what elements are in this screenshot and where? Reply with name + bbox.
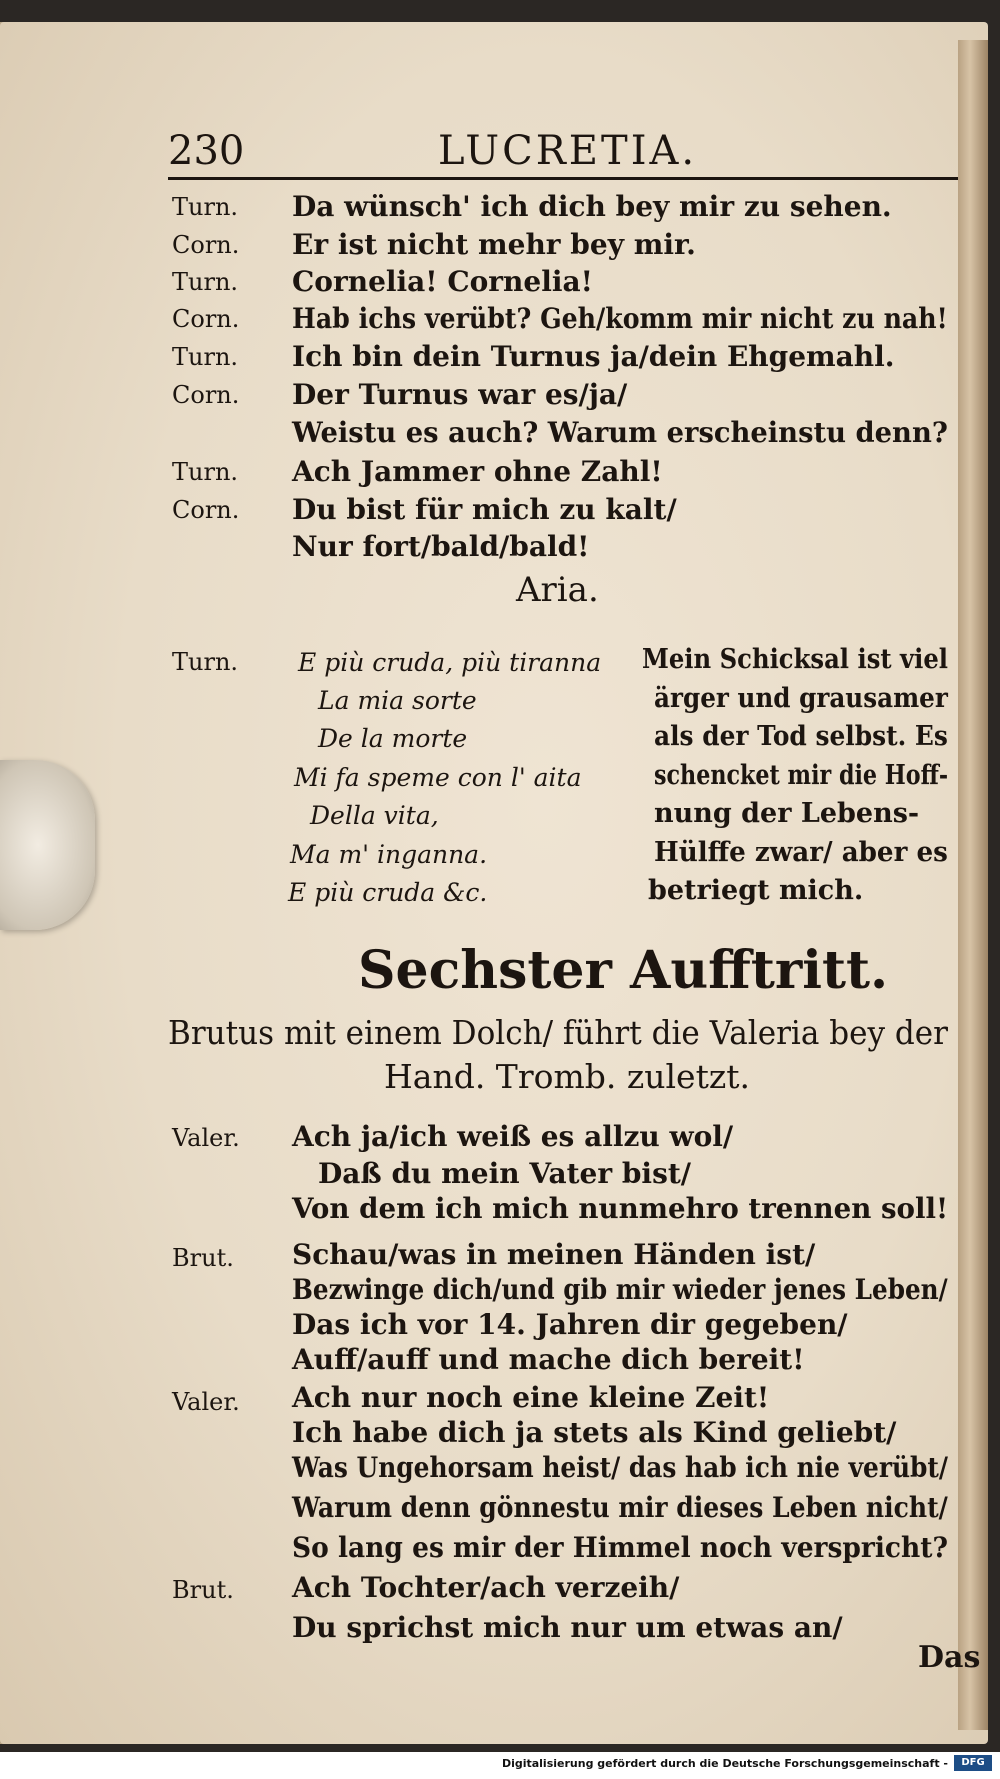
speaker: Corn. [172,496,240,524]
page-number: 230 [168,128,245,174]
speaker: Valer. [172,1388,240,1416]
verse-line: Da wünsch' ich dich bey mir zu sehen. [292,190,892,223]
verse-line: Bezwinge dich/und gib mir wieder jenes Leben/ [292,1273,948,1306]
aria-heading: Aria. [516,570,599,610]
speaker: Corn. [172,381,240,409]
verse-line: Ach Jammer ohne Zahl! [292,455,663,488]
verse-line: Du bist für mich zu kalt/ [292,493,677,526]
aria-german-line: ärger und grausamer [654,683,948,714]
aria-german-line: betriegt mich. [648,875,864,906]
verse-line: Nur fort/bald/bald! [292,530,590,563]
speaker: Brut. [172,1244,234,1272]
aria-italian-line: E più cruda, più tiranna [298,648,602,677]
verse-line: Warum denn gönnestu mir dieses Leben nicht/ [292,1491,948,1524]
aria-german-line: Mein Schicksal ist viel [642,644,949,675]
page-marker-tab [0,760,95,930]
speaker: Valer. [172,1124,240,1152]
verse-line: Er ist nicht mehr bey mir. [292,228,696,261]
verse-line: Daß du mein Vater bist/ [318,1157,691,1190]
verse-line: Ach Tochter/ach verzeih/ [292,1571,680,1604]
aria-speaker: Turn. [172,648,239,676]
aria-italian-line: De la morte [318,724,468,753]
verse-line: Ach nur noch eine kleine Zeit! [292,1381,770,1414]
speaker: Corn. [172,305,240,333]
verse-line: Der Turnus war es/ja/ [292,378,628,411]
running-title: LUCRETIA. [438,128,698,174]
scene-heading: Sechster Aufftritt. [358,940,889,1001]
aria-italian-line: Ma m' inganna. [290,840,488,869]
stage-direction: Hand. Tromb. zuletzt. [384,1057,750,1096]
verse-line: Von dem ich mich nunmehro trennen soll! [292,1192,949,1225]
speaker: Brut. [172,1576,234,1604]
verse-line: Du sprichst mich nur um etwas an/ [292,1611,843,1644]
speaker: Turn. [172,268,239,296]
verse-line: Hab ichs verübt? Geh/komm mir nicht zu nah! [292,302,948,335]
verse-line: Ich habe dich ja stets als Kind geliebt/ [292,1416,897,1449]
aria-italian-line: La mia sorte [318,686,477,715]
verse-line: So lang es mir der Himmel noch verspricht? [292,1531,948,1564]
aria-german-line: Hülffe zwar/ aber es [654,837,948,868]
aria-italian-line: Mi fa speme con l' aita [294,763,582,792]
speaker: Turn. [172,193,239,221]
aria-italian-line: Della vita, [310,801,439,830]
verse-line: Schau/was in meinen Händen ist/ [292,1238,816,1271]
aria-german-line: nung der Lebens- [654,798,920,829]
catchword: Das [918,1640,981,1675]
footer-credit: Digitalisierung gefördert durch die Deutsche Forschungsgemeinschaft - [501,1757,948,1770]
verse-line: Auff/auff und mache dich bereit! [292,1343,805,1376]
header-rule [168,177,958,180]
aria-german-line: schencket mir die Hoff- [654,760,949,791]
verse-line: Weistu es auch? Warum erscheinstu denn? [292,416,948,449]
verse-line: Das ich vor 14. Jahren dir gegeben/ [292,1308,848,1341]
stage-direction: Brutus mit einem Dolch/ führt die Valeria bey der [168,1013,949,1052]
speaker: Turn. [172,458,239,486]
verse-line: Ach ja/ich weiß es allzu wol/ [292,1120,734,1153]
verse-line: Was Ungehorsam heist/ das hab ich nie verübt/ [292,1451,948,1484]
speaker: Corn. [172,231,240,259]
page-stack-edge [958,40,988,1730]
verse-line: Ich bin dein Turnus ja/dein Ehgemahl. [292,340,895,373]
aria-german-line: als der Tod selbst. Es [654,721,948,752]
verse-line: Cornelia! Cornelia! [292,265,593,298]
speaker: Turn. [172,343,239,371]
aria-italian-line: E più cruda &c. [288,878,488,907]
dfg-logo: DFG [954,1755,992,1771]
